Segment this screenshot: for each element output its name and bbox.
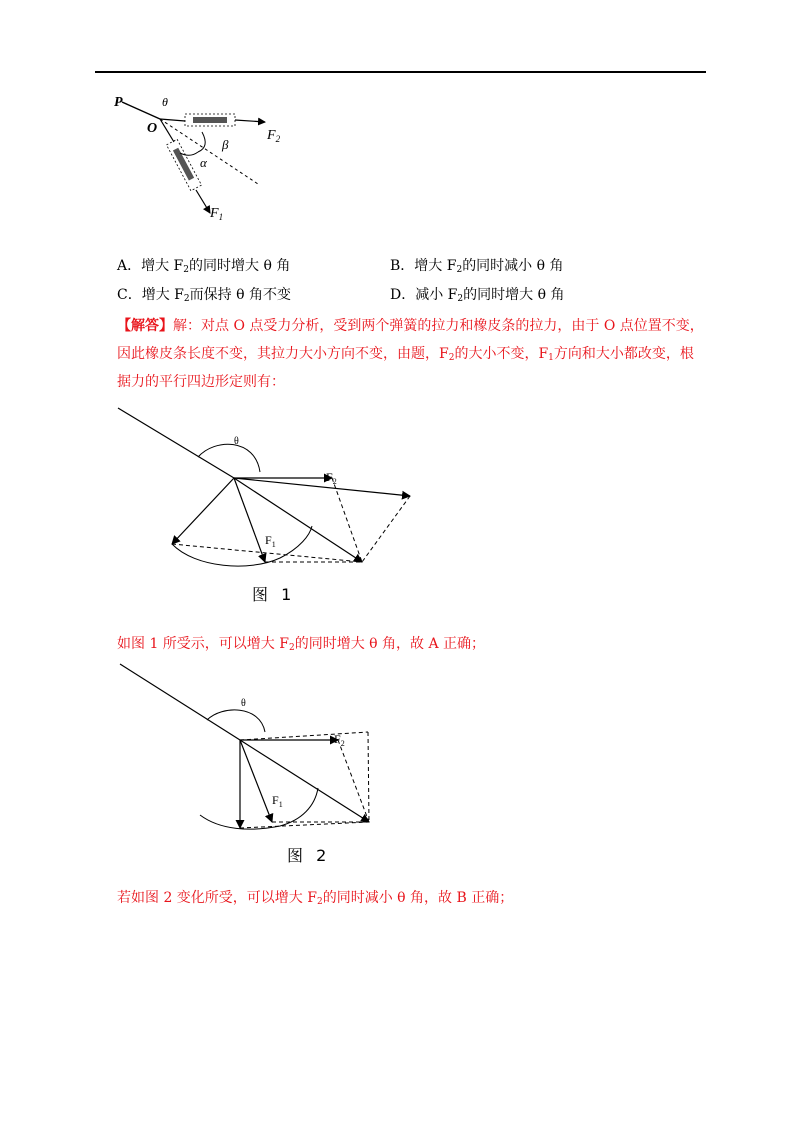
resultant-vector: [240, 740, 369, 822]
figure-spring-scales: [110, 92, 310, 224]
f2-label: $F_2$: [326, 470, 337, 486]
header-rule: [95, 71, 706, 73]
f1-vector: [240, 740, 272, 822]
label-o: O: [147, 121, 158, 136]
f1-locus-arc: [200, 788, 318, 829]
f1-left-vector: [172, 478, 234, 544]
f1-label: $F_1$: [265, 533, 276, 549]
option-c: C．增大 $F_2$而保持 θ 角不变: [117, 287, 291, 304]
conclusion-a: 如图 1 所受示，可以增大 $F_2$的同时增大 θ 角，故 A 正确；: [117, 636, 486, 653]
theta-arc: [198, 444, 260, 472]
theta-label: θ: [234, 436, 239, 447]
figure-1-caption: 图 1: [252, 585, 296, 604]
resultant-vector: [234, 478, 362, 562]
answer-paragraph: 【解答】解：对点 O 点受力分析，受到两个弹簧的拉力和橡皮条的拉力，由于 O 点位置不变，因此橡皮条长度不变，其拉力大小方向不变，由题，$F_2$的大小不变，$F_1$方向和大小都改变，根据力的平行四边形定则有：: [117, 318, 704, 390]
label-alpha: α: [200, 155, 207, 170]
answer-tag: 【解答】: [117, 318, 173, 334]
option-a: A．增大 $F_2$的同时增大 θ 角: [117, 258, 291, 275]
label-p: P: [114, 95, 123, 110]
figure-2-caption: 图 2: [287, 846, 331, 865]
theta-arc: [207, 710, 265, 732]
f2-label: $F_2$: [334, 732, 345, 748]
rubber-band: [122, 102, 160, 119]
rubber-band-line: [120, 664, 240, 740]
option-d: D．减小 $F_2$的同时增大 θ 角: [390, 287, 565, 304]
rubber-band-line: [118, 408, 234, 478]
label-theta: θ: [162, 95, 168, 109]
theta-label: θ: [241, 698, 246, 709]
f1-vector: [234, 478, 265, 562]
label-f2: $F_2$: [267, 128, 281, 144]
f2-long-vector: [234, 478, 410, 496]
alpha-arc: [180, 152, 198, 155]
option-b: B．增大 $F_2$的同时减小 θ 角: [390, 258, 564, 275]
beta-arc: [198, 132, 205, 152]
label-beta: β: [222, 137, 229, 152]
conclusion-b: 若如图 2 变化所受，可以增大 $F_2$的同时减小 θ 角，故 B 正确；: [117, 890, 514, 907]
label-f1: $F_1$: [210, 206, 224, 222]
figure-1-diagram: [110, 400, 430, 575]
figure-2-diagram: [110, 660, 400, 835]
f1-label: $F_1$: [272, 793, 283, 809]
